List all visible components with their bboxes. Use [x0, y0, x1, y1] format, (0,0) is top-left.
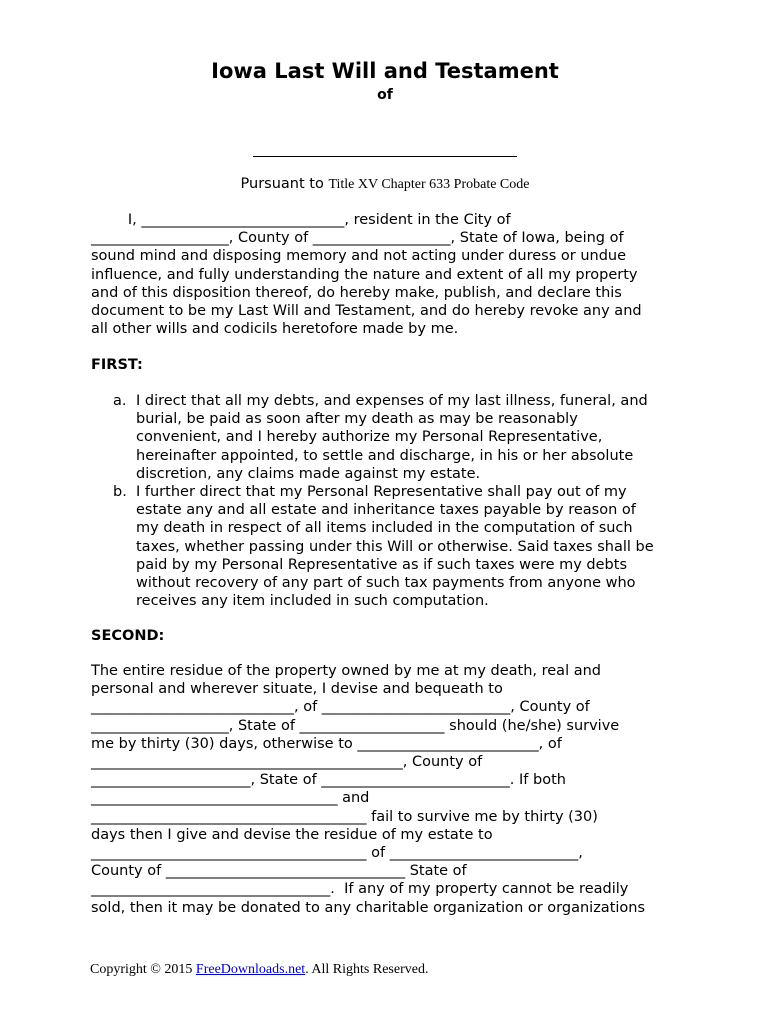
copyright-suffix: . All Rights Reserved.: [305, 962, 429, 977]
list-marker: a.: [113, 393, 127, 409]
pursuant-line: [0, 174, 770, 195]
testator-name-line: [253, 156, 517, 157]
first-heading: FIRST:: [91, 357, 143, 373]
list-marker: b.: [113, 484, 127, 500]
second-heading: SECOND:: [91, 628, 165, 644]
intro-paragraph: I, ____________________________, resident in the City of ___________________, County of ___________________, State of Iowa, being of sound mind and disposing memory and not acting under duress or undue influence, and fully understanding the nature and extent of all my property and of this disposition thereof, do hereby make, publish, and declare this document to be my Last Will and Testament, and do hereby revoke any and all other wills and codicils heretofore made by me.: [91, 212, 642, 338]
copyright-footer: [90, 961, 428, 979]
list-item-text: I direct that all my debts, and expenses of my last illness, funeral, and burial, be paid as soon after my death as may be reasonably convenient, and I hereby authorize my Personal Representative, hereinafter appointed, to settle and discharge, in his or her absolute discretion, any claims made against my estate.: [136, 393, 648, 482]
freedownloads-link[interactable]: FreeDownloads.net: [195, 962, 306, 977]
residue-paragraph: The entire residue of the property owned by me at my death, real and personal and wherever situate, I devise and bequeath to ____________________________, of __________________________, County of ___________________, State of ____________________ should (he/she) survive me by thirty (30) days, otherwise to _________________________, of ___________________________________________, County of ______________________, State of __________________________. If both __________________________________ and ______________________________________ fail to survive me by thirty (30) days then I give and devise the residue of my estate to ______________________________________ of __________________________, County of _________________________________ State of _________________________________. If any of my property cannot be readily sold, then it may be donated to any charitable organization or organizations: [91, 663, 646, 916]
statute-reference: Title XV Chapter 633 Probate Code: [328, 177, 530, 192]
of-label: of: [377, 87, 393, 103]
copyright-prefix: Copyright © 2015: [90, 962, 196, 977]
pursuant-prefix: Pursuant to: [240, 176, 329, 192]
list-item-text: I further direct that my Personal Representative shall pay out of my estate any and all estate and inheritance taxes payable by reason of my death in respect of all items included in the computation of such taxes, whether passing under this Will or otherwise. Said taxes shall be paid by my Personal Representative as if such taxes were my debts without recovery of any part of such tax payments from anyone who receives any item included in such computation.: [136, 484, 654, 610]
document-title: Iowa Last Will and Testament: [211, 59, 559, 83]
